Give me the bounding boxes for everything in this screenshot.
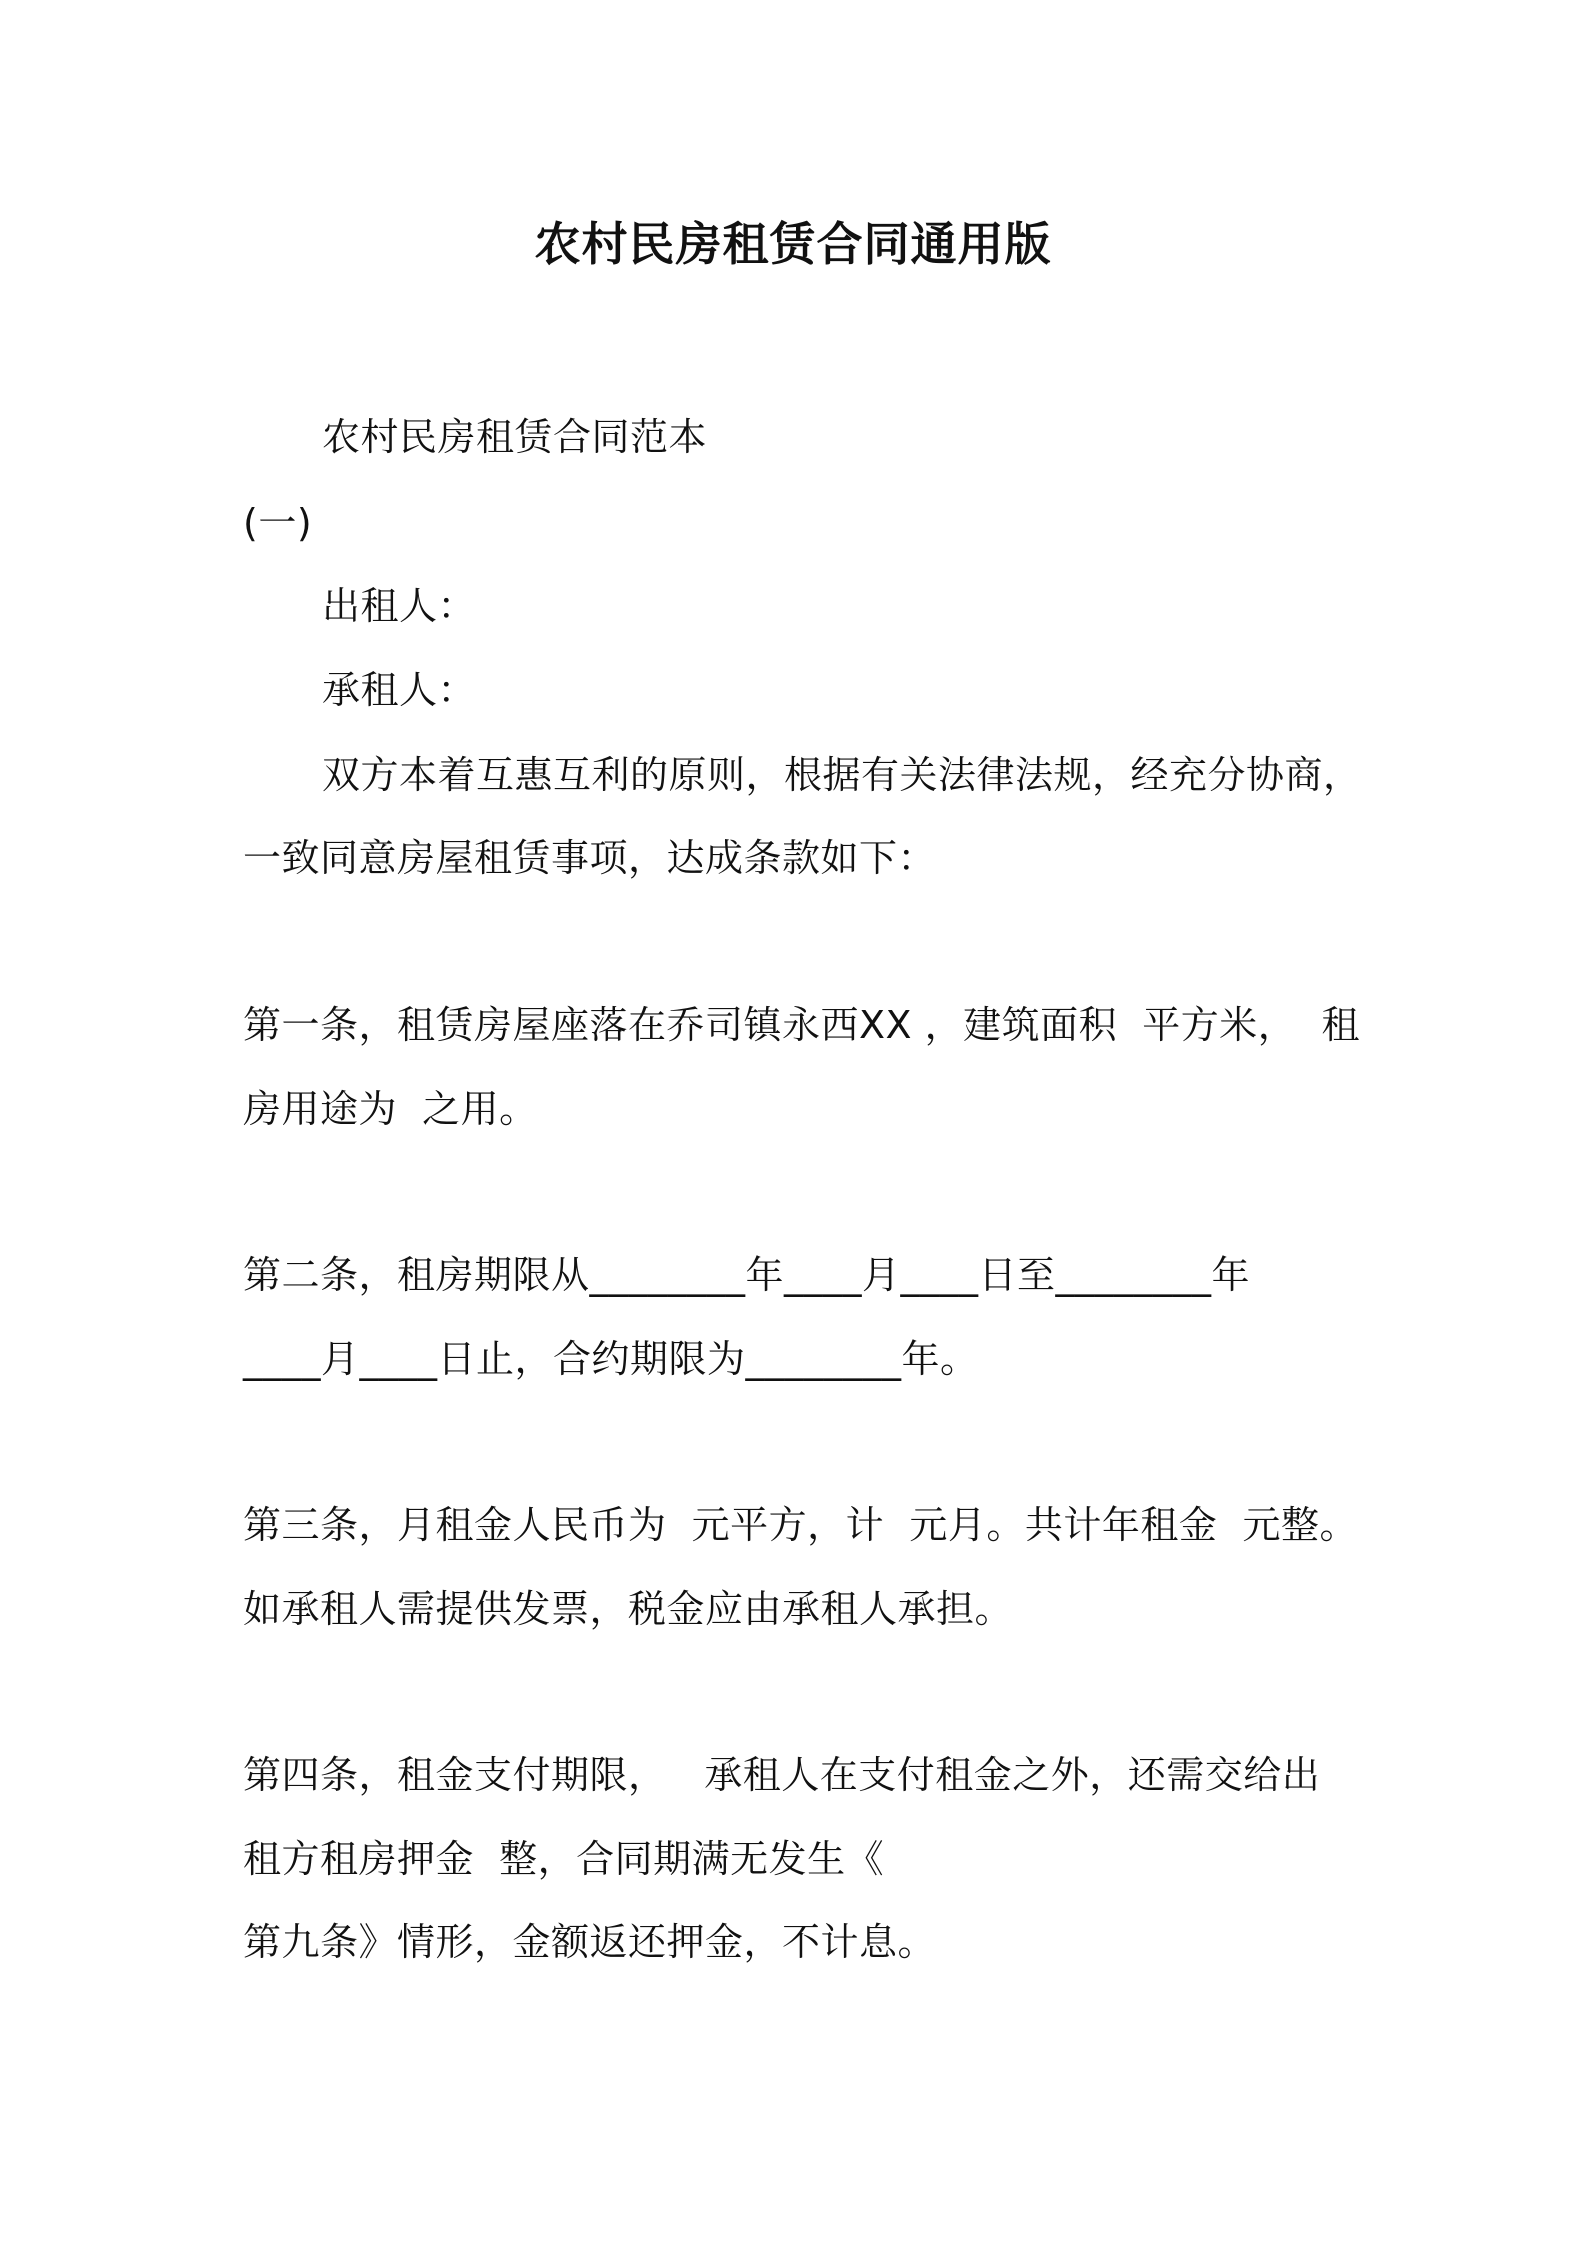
article-4-line-2: 租方租房押金 整，合同期满无发生《 <box>243 1837 885 1881</box>
lessor-label: 出租人： <box>322 584 477 628</box>
intro-line-2: 一致同意房屋租赁事项，达成条款如下： <box>243 836 937 880</box>
article-2-line-2: ____月____日止，合约期限为________年。 <box>243 1337 979 1381</box>
document-title: 农村民房租赁合同通用版 <box>534 217 1052 271</box>
document-subtitle: 农村民房租赁合同范本 <box>322 415 708 459</box>
section-marker: (一) <box>243 501 313 545</box>
article-4-line-3: 第九条》情形，金额返还押金，不计息。 <box>243 1920 937 1964</box>
article-2-line-1: 第二条，租房期限从________年____月____日至________年 <box>243 1253 1251 1297</box>
intro-line-1: 双方本着互惠互利的原则，根据有关法律法规，经充分协商， <box>322 753 1362 797</box>
article-3-line-2: 如承租人需提供发票，税金应由承租人承担。 <box>243 1587 1014 1631</box>
lessee-label: 承租人： <box>322 668 477 712</box>
article-3-line-1: 第三条，月租金人民币为 元平方，计 元月。共计年租金 元整。 <box>243 1503 1358 1547</box>
article-1-line-1: 第一条，租赁房屋座落在乔司镇永西XX ，建筑面积 平方米， 租 <box>243 1003 1360 1047</box>
article-4-line-1: 第四条，租金支付期限， 承租人在支付租金之外，还需交给出 <box>243 1753 1321 1797</box>
article-1-line-2: 房用途为 之用。 <box>243 1087 538 1131</box>
